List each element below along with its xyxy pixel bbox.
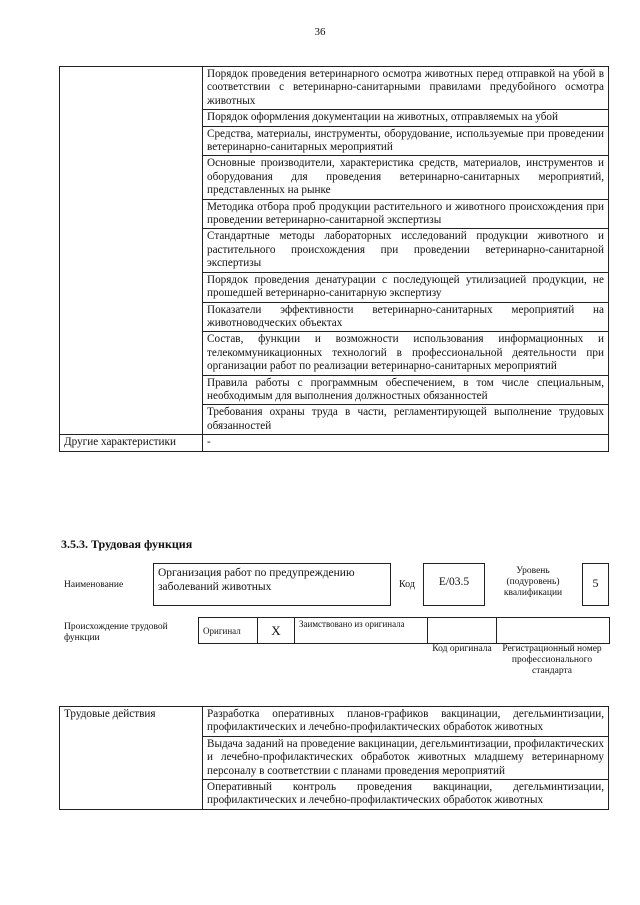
knowledge-table — [59, 66, 609, 452]
page-number: 36 — [314, 26, 326, 38]
knowledge-row: Стандартные методы лабораторных исследований продукции животного и растительного происхождения при проведении ветеринарно-санитарной экспертизы — [203, 229, 609, 272]
knowledge-row: Методика отбора проб продукции растительного и животного происхождения при проведении ветеринарно-санитарной экспертизы — [203, 199, 609, 229]
function-name-label: Наименование — [64, 580, 124, 590]
origin-label: Происхождение трудовой функции — [64, 622, 168, 643]
function-code-value: E/03.5 — [423, 563, 485, 606]
origin-borrowed-label: Заимствовано из оригинала — [295, 618, 428, 644]
function-code-label: Код — [399, 579, 415, 590]
knowledge-row: Требования охраны труда в части, регламентирующей выполнение трудовых обязанностей — [203, 405, 609, 435]
origin-reg-caption: Регистрационный номер профессионального стандарта — [502, 644, 602, 676]
labor-action-row: Выдача заданий на проведение вакцинации, дегельминтизации, профилактических и лечебно-профилактических обработок животных младшему ветеринарному персоналу в соответствии с планами проведения мероприятий — [203, 736, 609, 779]
function-name-value: Организация работ по предупреждению заболеваний животных — [153, 563, 391, 606]
knowledge-row: Средства, материалы, инструменты, оборудование, используемые при проведении ветеринарно-санитарных мероприятий — [203, 126, 609, 156]
knowledge-row: Основные производители, характеристика средств, материалов, инструментов и оборудования для проведения ветеринарно-санитарных мероприятий, представленных на рынке — [203, 156, 609, 199]
knowledge-row: Показатели эффективности ветеринарно-санитарных мероприятий на животноводческих объектах — [203, 302, 609, 332]
labor-actions-table — [59, 706, 609, 810]
origin-table — [198, 617, 610, 644]
knowledge-row: Порядок оформления документации на животных, отправляемых на убой — [203, 110, 609, 126]
labor-action-row: Разработка оперативных планов-графиков вакцинации, дегельминтизации, профилактических и лечебно-профилактических обработок животных — [203, 707, 609, 737]
origin-code-caption: Код оригинала — [432, 644, 492, 654]
origin-original-label: Оригинал — [199, 618, 258, 644]
knowledge-row: Состав, функции и возможности использования информационных и телекоммуникационных технологий в профессиональной деятельности при организации работ по реализации ветеринарно-санитарных мероприятий — [203, 332, 609, 375]
section-title: 3.5.3. Трудовая функция — [61, 537, 193, 551]
knowledge-row: Порядок проведения денатурации с последующей утилизацией продукции, не прошедшей ветеринарно-санитарную экспертизу — [203, 272, 609, 302]
knowledge-label-cell — [60, 67, 203, 435]
qualification-level-label: Уровень (подуровень) квалификации — [503, 566, 563, 598]
other-characteristics-value: - — [203, 435, 609, 451]
origin-original-mark: X — [258, 618, 295, 644]
origin-code-cell — [428, 618, 497, 644]
labor-action-row: Оперативный контроль проведения вакцинации, дегельминтизации, профилактических и лечебно-профилактических обработок животных — [203, 780, 609, 810]
origin-reg-cell — [497, 618, 610, 644]
other-characteristics-label: Другие характеристики — [60, 435, 203, 451]
labor-actions-label: Трудовые действия — [60, 707, 203, 810]
knowledge-row: Порядок проведения ветеринарного осмотра животных перед отправкой на убой в соответствии с ветеринарно-санитарными правилами предубойного осмотра животных — [203, 67, 609, 110]
qualification-level-value: 5 — [582, 563, 609, 606]
knowledge-row: Правила работы с программным обеспечением, в том числе специальным, необходимым для выполнения должностных обязанностей — [203, 375, 609, 405]
